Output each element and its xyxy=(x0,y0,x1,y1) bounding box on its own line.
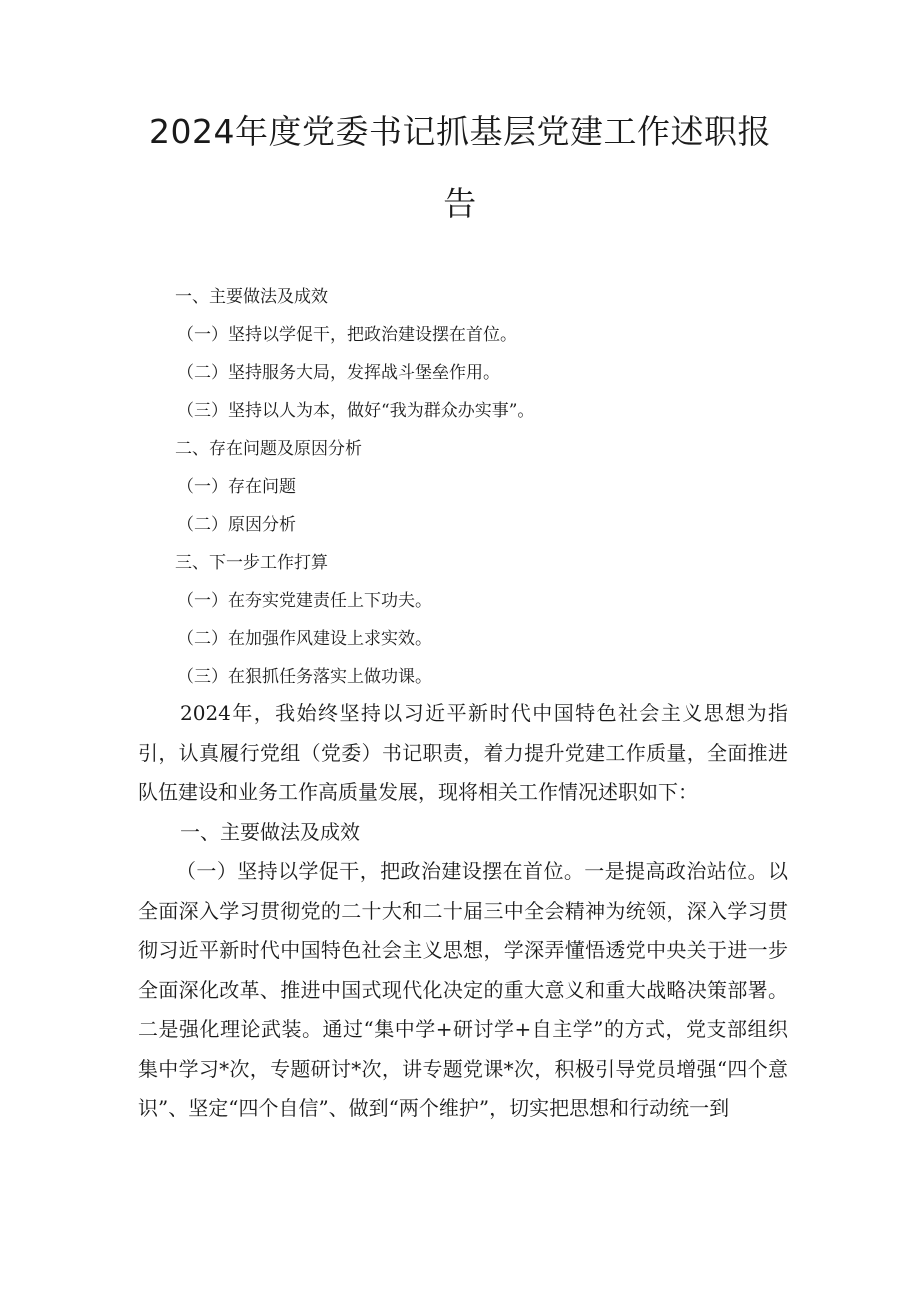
outline-item: 一、主要做法及成效 xyxy=(175,287,328,307)
section-heading: 一、主要做法及成效 xyxy=(180,819,360,844)
outline-item: （三）坚持以人为本，做好“我为群众办实事”。 xyxy=(177,401,535,421)
outline-item: （一）存在问题 xyxy=(177,477,296,497)
document-title: 2024年度党委书记抓基层党建工作述职报告 xyxy=(149,112,771,223)
outline-item: （二）在加强作风建设上求实效。 xyxy=(177,629,432,649)
outline-item: 二、存在问题及原因分析 xyxy=(175,439,362,459)
body-paragraph: （一）坚持以学促干，把政治建设摆在首位。一是提高政治站位。以全面深入学习贯彻党的二十大和二十届三中全会精神为统领，深入学习贯彻习近平新时代中国特色社会主义思想，学深弄懂悟透党中央关于进一步全面深化改革、推进中国式现代化决定的重大意义和重大战略决策部署。二是强化理论武装。通过“集中学+研讨学+自主学”的方式，党支部组织集中学习*次，专题研讨*次，讲专题党课*次，积极引导党员增强“四个意识”、坚定“四个自信”、做到“两个维护”，切实把思想和行动统一到 xyxy=(138,859,788,1120)
outline-list xyxy=(175,282,534,700)
outline-item: （一）在夯实党建责任上下功夫。 xyxy=(177,591,432,611)
body-text xyxy=(138,694,788,1129)
outline-item: （一）坚持以学促干，把政治建设摆在首位。 xyxy=(177,325,517,345)
outline-item: （二）原因分析 xyxy=(177,515,296,535)
outline-item: 三、下一步工作打算 xyxy=(175,553,328,573)
intro-paragraph: 2024年，我始终坚持以习近平新时代中国特色社会主义思想为指引，认真履行党组（党委）书记职责，着力提升党建工作质量，全面推进队伍建设和业务工作高质量发展，现将相关工作情况述职如下： xyxy=(138,701,788,804)
outline-item: （二）坚持服务大局，发挥战斗堡垒作用。 xyxy=(177,363,500,383)
outline-item: （三）在狠抓任务落实上做功课。 xyxy=(177,667,432,687)
